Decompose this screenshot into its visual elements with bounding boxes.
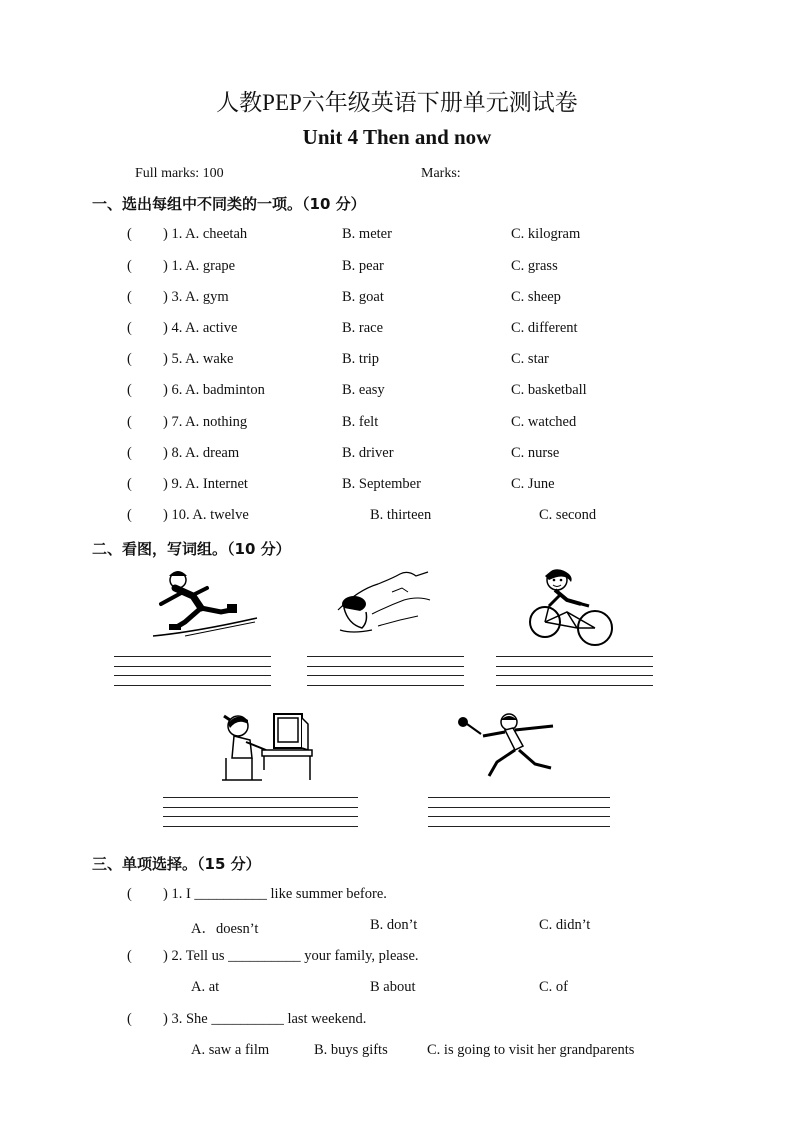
answer-lines-5[interactable]	[428, 797, 610, 835]
question-option-b: B. race	[342, 320, 384, 336]
answer-bracket[interactable]: (	[127, 289, 132, 305]
question-stem: ) 3. She __________ last weekend.	[163, 1011, 367, 1027]
girl-at-computer-icon	[222, 710, 314, 782]
answer-bracket[interactable]: (	[127, 507, 132, 523]
answer-bracket[interactable]: (	[127, 226, 132, 242]
section-2-heading: 二、看图，写词组。（10 分）	[92, 540, 291, 558]
question-option-c: C. star	[511, 351, 549, 367]
answer-bracket[interactable]: (	[127, 382, 132, 398]
question-option-a: ) 3. A. gym	[163, 289, 229, 305]
answer-lines-1[interactable]	[114, 656, 271, 694]
choice-c: C. didn’t	[539, 917, 591, 933]
boy-riding-bike-icon	[527, 566, 615, 648]
question-option-c: C. kilogram	[511, 226, 581, 242]
answer-bracket[interactable]: (	[127, 1011, 132, 1027]
question-option-c: C. nurse	[511, 445, 560, 461]
choice-b: B. buys gifts	[314, 1042, 388, 1058]
question-option-a: ) 8. A. dream	[163, 445, 240, 461]
question-option-b: B. September	[342, 476, 421, 492]
choice-c: C. is going to visit her grandparents	[427, 1042, 635, 1058]
question-option-c: C. sheep	[511, 289, 561, 305]
running-boy-icon	[145, 566, 260, 638]
boy-playing-badminton-icon	[455, 712, 555, 782]
choice-a: A. at	[191, 979, 220, 995]
choice-b: B. don’t	[370, 917, 418, 933]
answer-bracket[interactable]: (	[127, 476, 132, 492]
question-option-a: ) 1. A. cheetah	[163, 226, 248, 242]
section-1-heading: 一、选出每组中不同类的一项。（10 分）	[92, 195, 366, 213]
question-option-b: B. meter	[342, 226, 392, 242]
question-option-c: C. June	[511, 476, 555, 492]
full-marks: Full marks: 100	[135, 166, 224, 181]
question-option-b: B. pear	[342, 258, 384, 274]
answer-bracket[interactable]: (	[127, 414, 132, 430]
marks-label: Marks:	[421, 166, 461, 181]
question-option-b: B. driver	[342, 445, 394, 461]
answer-lines-3[interactable]	[496, 656, 653, 694]
question-option-a: ) 10. A. twelve	[163, 507, 249, 523]
choice-a: A．doesn’t	[191, 921, 259, 937]
answer-bracket[interactable]: (	[127, 445, 132, 461]
question-option-a: ) 9. A. Internet	[163, 476, 248, 492]
answer-bracket[interactable]: (	[127, 948, 132, 964]
question-option-c: C. basketball	[511, 382, 587, 398]
question-option-c: C. second	[539, 507, 597, 523]
question-option-b: B. goat	[342, 289, 384, 305]
question-option-a: ) 4. A. active	[163, 320, 238, 336]
answer-bracket[interactable]: (	[127, 320, 132, 336]
question-option-b: B. trip	[342, 351, 380, 367]
question-option-c: C. different	[511, 320, 578, 336]
mountain-hiker-icon	[338, 570, 434, 640]
choice-a: A. saw a film	[191, 1042, 270, 1058]
answer-bracket[interactable]: (	[127, 351, 132, 367]
choice-b: B about	[370, 979, 416, 995]
question-option-a: ) 6. A. badminton	[163, 382, 265, 398]
question-option-c: C. watched	[511, 414, 577, 430]
answer-lines-2[interactable]	[307, 656, 464, 694]
question-option-a: ) 5. A. wake	[163, 351, 234, 367]
page-title: 人教PEP六年级英语下册单元测试卷	[216, 90, 578, 115]
question-option-c: C. grass	[511, 258, 558, 274]
question-option-b: B. thirteen	[370, 507, 432, 523]
answer-bracket[interactable]: (	[127, 258, 132, 274]
question-option-b: B. felt	[342, 414, 379, 430]
choice-c: C. of	[539, 979, 568, 995]
answer-bracket[interactable]: (	[127, 886, 132, 902]
question-option-a: ) 7. A. nothing	[163, 414, 248, 430]
unit-subtitle: Unit 4 Then and now	[302, 125, 492, 149]
question-stem: ) 1. I __________ like summer before.	[163, 886, 387, 902]
question-option-b: B. easy	[342, 382, 385, 398]
question-stem: ) 2. Tell us __________ your family, please.	[163, 948, 419, 964]
answer-lines-4[interactable]	[163, 797, 358, 835]
section-3-heading: 三、单项选择。（15 分）	[92, 855, 261, 873]
question-option-a: ) 1. A. grape	[163, 258, 236, 274]
